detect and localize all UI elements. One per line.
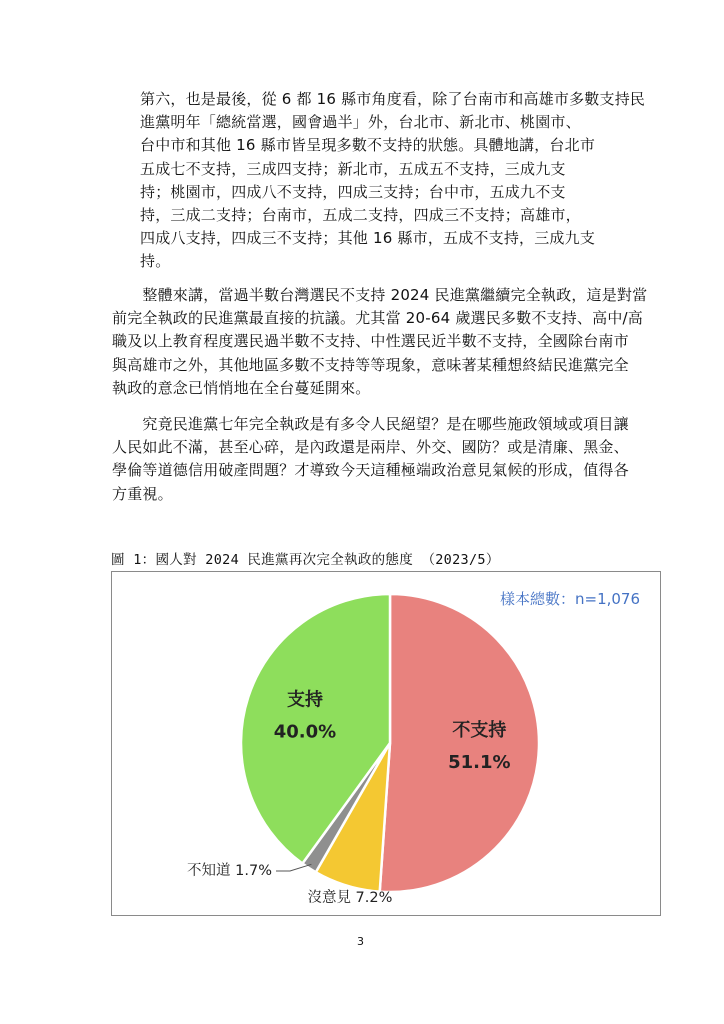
text-line: 究竟民進黨七年完全執政是有多令人民絕望？是在哪些施政領域或項目讓	[112, 415, 629, 433]
page-number: 3	[357, 935, 364, 948]
text-line: 方重視。	[112, 484, 173, 503]
paragraph-question	[112, 413, 629, 506]
slice-outside-label-1: 沒意見 7.2%	[307, 890, 393, 906]
text-line: 執政的意念已悄悄地在全台蔓延開來。	[112, 378, 371, 397]
text-line: 台中市和其他 16 縣市皆呈現多數不支持的狀態。具體地講，台北市	[140, 136, 596, 155]
text-line: 四成八支持，四成三不支持；其他 16 縣市，五成不支持，三成九支	[140, 229, 596, 248]
paragraph-overall	[112, 284, 647, 400]
text-line: 與高雄市之外，其他地區多數不支持等等現象，意味著某種想終結民進黨完全	[112, 355, 629, 374]
text-line: 進黨明年「總統當選，國會過半」外，台北市、新北市、桃園市、	[140, 113, 581, 132]
pie-chart	[112, 572, 662, 917]
text-line: 前完全執政的民進黨最直接的抗議。尤其當 20-64 歲選民多數不支持、高中/高	[112, 309, 643, 328]
slice-label-3: 支持	[286, 689, 323, 711]
slice-outside-label-2: 不知道 1.7%	[187, 863, 272, 879]
text-line: 整體來講，當過半數台灣選民不支持 2024 民進黨繼續完全執政，這是對當	[112, 286, 648, 304]
figure-caption: 圖 1：國人對 2024 民進黨再次完全執政的態度 （2023/5）	[111, 552, 500, 568]
text-line: 持，三成二支持；台南市，五成二支持，四成三不支持；高雄市，	[140, 206, 581, 225]
text-line: 持；桃園市，四成八不支持，四成三支持；台中市，五成九不支	[140, 182, 566, 201]
pie-slice-0	[380, 594, 539, 892]
text-line: 持。	[140, 252, 171, 271]
slice-value-0: 51.1%	[448, 752, 511, 774]
sample-size-annotation: 樣本總數：n=1,076	[500, 590, 641, 608]
chart-frame	[111, 571, 661, 916]
text-line: 職及以上教育程度選民過半數不支持、中性選民近半數不支持，全國除台南市	[112, 332, 629, 351]
text-line: 學倫等道德信用破產問題？才導致今天這種極端政治意見氣候的形成，值得各	[112, 461, 629, 480]
slice-label-0: 不支持	[452, 720, 507, 742]
text-line: 人民如此不滿，甚至心碎，是內政還是兩岸、外交、國防？或是清廉、黑金、	[112, 438, 629, 457]
slice-value-3: 40.0%	[273, 721, 337, 743]
paragraph-sixth-point	[140, 88, 645, 274]
text-line: 五成七不支持，三成四支持；新北市，五成五不支持，三成九支	[140, 159, 566, 178]
text-line: 第六，也是最後，從 6 都 16 縣市角度看，除了台南市和高雄市多數支持民	[140, 90, 646, 108]
